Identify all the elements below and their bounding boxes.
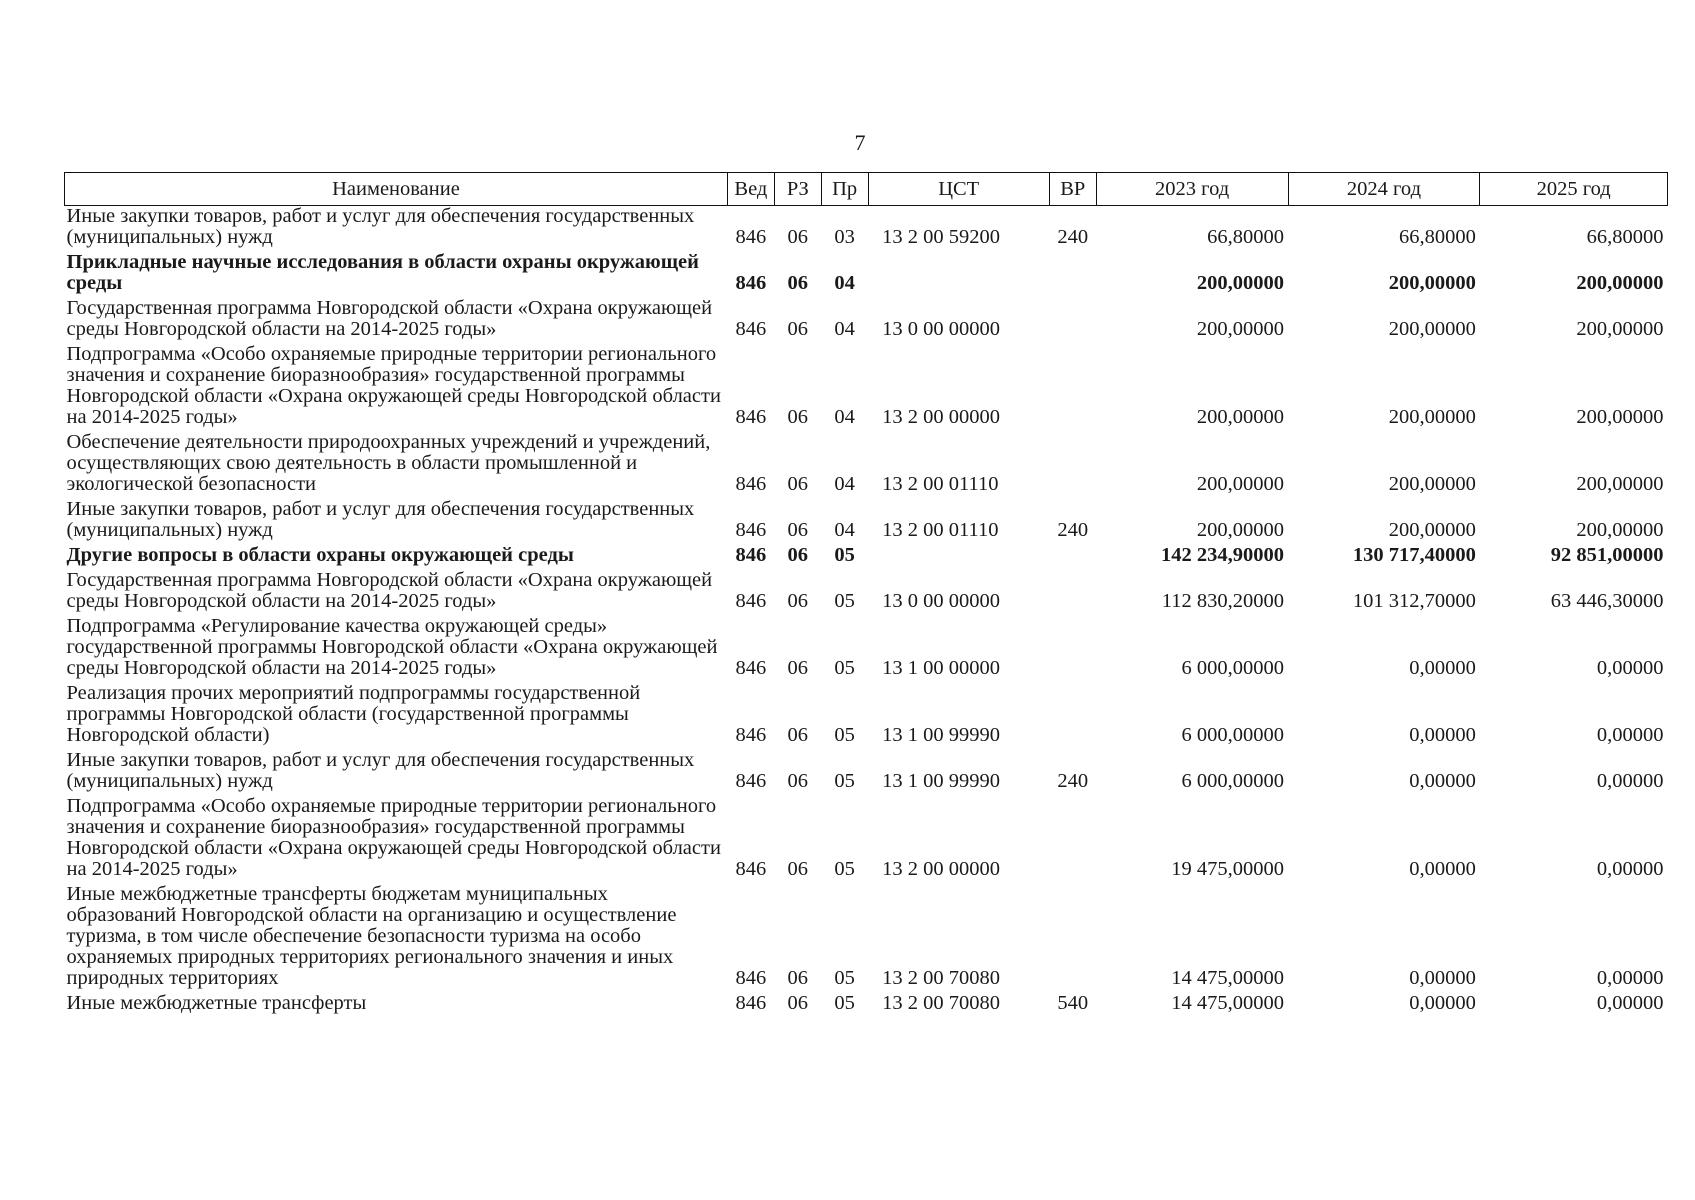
table-row [65, 252, 1668, 298]
cell-rz: 06 [787, 318, 809, 340]
cell-rz: 06 [787, 272, 809, 294]
cell-name: Государственная программа Новгородской области «Охрана окружающей среды Новгородской области на 2014-2025 годы» [66, 569, 713, 612]
header-2024: 2024 год [1288, 173, 1480, 206]
cell-y2024: 0,00000 [1409, 858, 1476, 880]
cell-rz: 06 [787, 590, 809, 612]
cell-y2024: 0,00000 [1409, 967, 1476, 989]
cell-name: Иные закупки товаров, работ и услуг для обеспечения государственных (муниципальных) нужд [66, 205, 695, 248]
cell-y2024: 200,00000 [1388, 406, 1476, 428]
cell-rz: 06 [787, 519, 809, 541]
cell-y2023: 66,80000 [1207, 226, 1285, 248]
cell-y2025: 200,00000 [1576, 406, 1664, 428]
cell-pr: 05 [834, 858, 855, 880]
table-row [65, 796, 1668, 884]
cell-ved: 846 [735, 590, 767, 612]
cell-cst: 13 2 00 70080 [882, 967, 1000, 989]
cell-rz: 06 [787, 770, 809, 792]
cell-y2023: 200,00000 [1196, 406, 1285, 428]
cell-vr [1049, 252, 1096, 298]
cell-vr [1049, 570, 1096, 616]
cell-name: Государственная программа Новгородской области «Охрана окружающей среды Новгородской области на 2014-2025 годы» [66, 297, 713, 340]
cell-y2025: 0,00000 [1596, 657, 1664, 679]
cell-ved: 846 [735, 406, 767, 428]
cell-y2023: 6 000,00000 [1181, 657, 1285, 679]
cell-y2025: 200,00000 [1576, 318, 1664, 340]
cell-y2025: 0,00000 [1596, 770, 1664, 792]
table-row [65, 432, 1668, 499]
cell-cst: 13 2 00 59200 [882, 226, 1000, 248]
table-row [65, 206, 1668, 253]
cell-name: Прикладные научные исследования в области охраны окружающей среды [66, 251, 699, 294]
cell-pr: 04 [834, 318, 855, 340]
cell-pr: 05 [834, 992, 855, 1014]
cell-ved: 846 [735, 272, 767, 294]
cell-y2024: 0,00000 [1409, 724, 1476, 746]
cell-ved: 846 [735, 318, 767, 340]
table-row [65, 545, 1668, 570]
table-row [65, 616, 1668, 683]
cell-vr: 240 [1057, 770, 1089, 792]
cell-name: Иные межбюджетные трансферты бюджетам муниципальных образований Новгородской области на организацию и осуществление туризма, в том числе обеспечение безопасности туризма на особо охраняемых природных территориях регионального значения и иных природных территориях [66, 883, 677, 989]
cell-rz: 06 [787, 544, 809, 566]
cell-cst: 13 2 00 01110 [882, 473, 999, 495]
cell-vr [1049, 796, 1096, 884]
table-row [65, 683, 1668, 750]
cell-rz: 06 [787, 724, 809, 746]
cell-ved: 846 [735, 544, 767, 566]
cell-pr: 03 [834, 226, 855, 248]
cell-ved: 846 [735, 657, 767, 679]
cell-y2024: 101 312,70000 [1352, 590, 1476, 612]
cell-pr: 05 [834, 770, 855, 792]
cell-vr: 240 [1057, 226, 1089, 248]
table-row [65, 499, 1668, 545]
cell-y2025: 66,80000 [1586, 226, 1664, 248]
cell-y2023: 142 234,90000 [1161, 544, 1285, 566]
header-name: Наименование [65, 173, 728, 206]
cell-ved: 846 [735, 473, 767, 495]
cell-rz: 06 [787, 226, 809, 248]
cell-name: Обеспечение деятельности природоохранных учреждений и учреждений, осуществляющих свою деятельность в области промышленной и экологической безопасности [66, 431, 711, 495]
cell-pr: 04 [834, 519, 855, 541]
cell-vr [1049, 298, 1096, 344]
cell-vr [1049, 545, 1096, 570]
cell-y2025: 0,00000 [1596, 992, 1664, 1014]
cell-name: Подпрограмма «Регулирование качества окружающей среды» государственной программы Новгородской области «Охрана окружающей среды Новгородской области на 2014-2025 годы» [66, 615, 718, 679]
table-header-row [65, 173, 1668, 206]
table-row [65, 298, 1668, 344]
cell-y2023: 14 475,00000 [1171, 967, 1285, 989]
cell-ved: 846 [735, 226, 767, 248]
cell-ved: 846 [735, 967, 767, 989]
cell-y2024: 200,00000 [1388, 272, 1476, 294]
cell-ved: 846 [735, 770, 767, 792]
cell-ved: 846 [735, 858, 767, 880]
cell-cst: 13 1 00 99990 [882, 724, 1000, 746]
header-2023: 2023 год [1096, 173, 1288, 206]
header-cst: ЦСТ [868, 173, 1049, 206]
cell-cst [868, 545, 1049, 570]
cell-ved: 846 [735, 724, 767, 746]
cell-y2023: 200,00000 [1196, 519, 1285, 541]
cell-rz: 06 [787, 657, 809, 679]
table-row [65, 344, 1668, 432]
table-row [65, 750, 1668, 796]
cell-y2023: 6 000,00000 [1181, 724, 1285, 746]
cell-vr [1049, 432, 1096, 499]
cell-y2023: 112 830,20000 [1161, 590, 1285, 612]
cell-name: Реализация прочих мероприятий подпрограммы государственной программы Новгородской области (государственной программы Новгородской области) [66, 682, 641, 746]
cell-y2023: 200,00000 [1196, 272, 1285, 294]
cell-ved: 846 [735, 519, 767, 541]
cell-pr: 04 [834, 473, 855, 495]
header-2025: 2025 год [1480, 173, 1668, 206]
table-row [65, 884, 1668, 993]
cell-y2025: 0,00000 [1596, 724, 1664, 746]
cell-name: Иные закупки товаров, работ и услуг для обеспечения государственных (муниципальных) нужд [66, 498, 695, 541]
cell-rz: 06 [787, 992, 809, 1014]
cell-y2023: 19 475,00000 [1171, 858, 1285, 880]
cell-pr: 05 [834, 724, 855, 746]
cell-name: Подпрограмма «Особо охраняемые природные территории регионального значения и сохранение биоразнообразия» государственной программы Новгородской области «Охрана окружающей среды Новгородской области на 2014-2025 годы» [66, 343, 721, 428]
cell-cst: 13 1 00 99990 [882, 770, 1000, 792]
cell-name: Иные закупки товаров, работ и услуг для обеспечения государственных (муниципальных) нужд [66, 749, 695, 792]
cell-pr: 05 [834, 590, 855, 612]
cell-cst: 13 2 00 70080 [882, 992, 1000, 1014]
header-ved: Вед [727, 173, 774, 206]
cell-y2024: 130 717,40000 [1352, 544, 1476, 566]
cell-y2024: 66,80000 [1399, 226, 1476, 248]
cell-ved: 846 [735, 992, 767, 1014]
cell-cst: 13 1 00 00000 [882, 657, 1000, 679]
cell-vr [1049, 683, 1096, 750]
cell-y2024: 200,00000 [1388, 519, 1476, 541]
cell-pr: 05 [834, 657, 855, 679]
cell-rz: 06 [787, 967, 809, 989]
header-pr: Пр [821, 173, 868, 206]
cell-y2023: 14 475,00000 [1171, 992, 1285, 1014]
cell-y2024: 0,00000 [1409, 992, 1476, 1014]
cell-y2025: 0,00000 [1596, 967, 1664, 989]
table-body [65, 206, 1668, 1019]
budget-table [64, 172, 1668, 1018]
cell-pr: 05 [834, 544, 855, 566]
cell-y2023: 6 000,00000 [1181, 770, 1285, 792]
cell-cst [868, 252, 1049, 298]
page-number: 7 [854, 130, 866, 155]
cell-y2025: 92 851,00000 [1550, 544, 1664, 566]
cell-vr: 540 [1057, 992, 1089, 1014]
cell-y2025: 63 446,30000 [1550, 590, 1664, 612]
cell-y2024: 0,00000 [1409, 770, 1476, 792]
cell-vr [1049, 884, 1096, 993]
cell-y2025: 0,00000 [1596, 858, 1664, 880]
cell-cst: 13 2 00 01110 [882, 519, 999, 541]
cell-rz: 06 [787, 406, 809, 428]
cell-y2025: 200,00000 [1576, 473, 1664, 495]
cell-y2024: 0,00000 [1409, 657, 1476, 679]
cell-cst: 13 2 00 00000 [882, 406, 1000, 428]
cell-vr [1049, 616, 1096, 683]
cell-rz: 06 [787, 858, 809, 880]
cell-pr: 04 [834, 272, 855, 294]
cell-y2024: 200,00000 [1388, 318, 1476, 340]
cell-pr: 04 [834, 406, 855, 428]
cell-name: Другие вопросы в области охраны окружающей среды [66, 544, 574, 566]
cell-y2024: 200,00000 [1388, 473, 1476, 495]
table-row [65, 993, 1668, 1018]
cell-name: Иные межбюджетные трансферты [66, 992, 367, 1014]
cell-cst: 13 0 00 00000 [882, 590, 1000, 612]
cell-cst: 13 0 00 00000 [882, 318, 1000, 340]
cell-rz: 06 [787, 473, 809, 495]
cell-vr: 240 [1057, 519, 1089, 541]
cell-y2025: 200,00000 [1576, 272, 1664, 294]
cell-y2023: 200,00000 [1196, 473, 1285, 495]
header-vr: ВР [1049, 173, 1096, 206]
header-rz: РЗ [774, 173, 821, 206]
cell-pr: 05 [834, 967, 855, 989]
cell-name: Подпрограмма «Особо охраняемые природные территории регионального значения и сохранение биоразнообразия» государственной программы Новгородской области «Охрана окружающей среды Новгородской области на 2014-2025 годы» [66, 795, 721, 880]
cell-cst: 13 2 00 00000 [882, 858, 1000, 880]
cell-vr [1049, 344, 1096, 432]
cell-y2025: 200,00000 [1576, 519, 1664, 541]
table-row [65, 570, 1668, 616]
cell-y2023: 200,00000 [1196, 318, 1285, 340]
